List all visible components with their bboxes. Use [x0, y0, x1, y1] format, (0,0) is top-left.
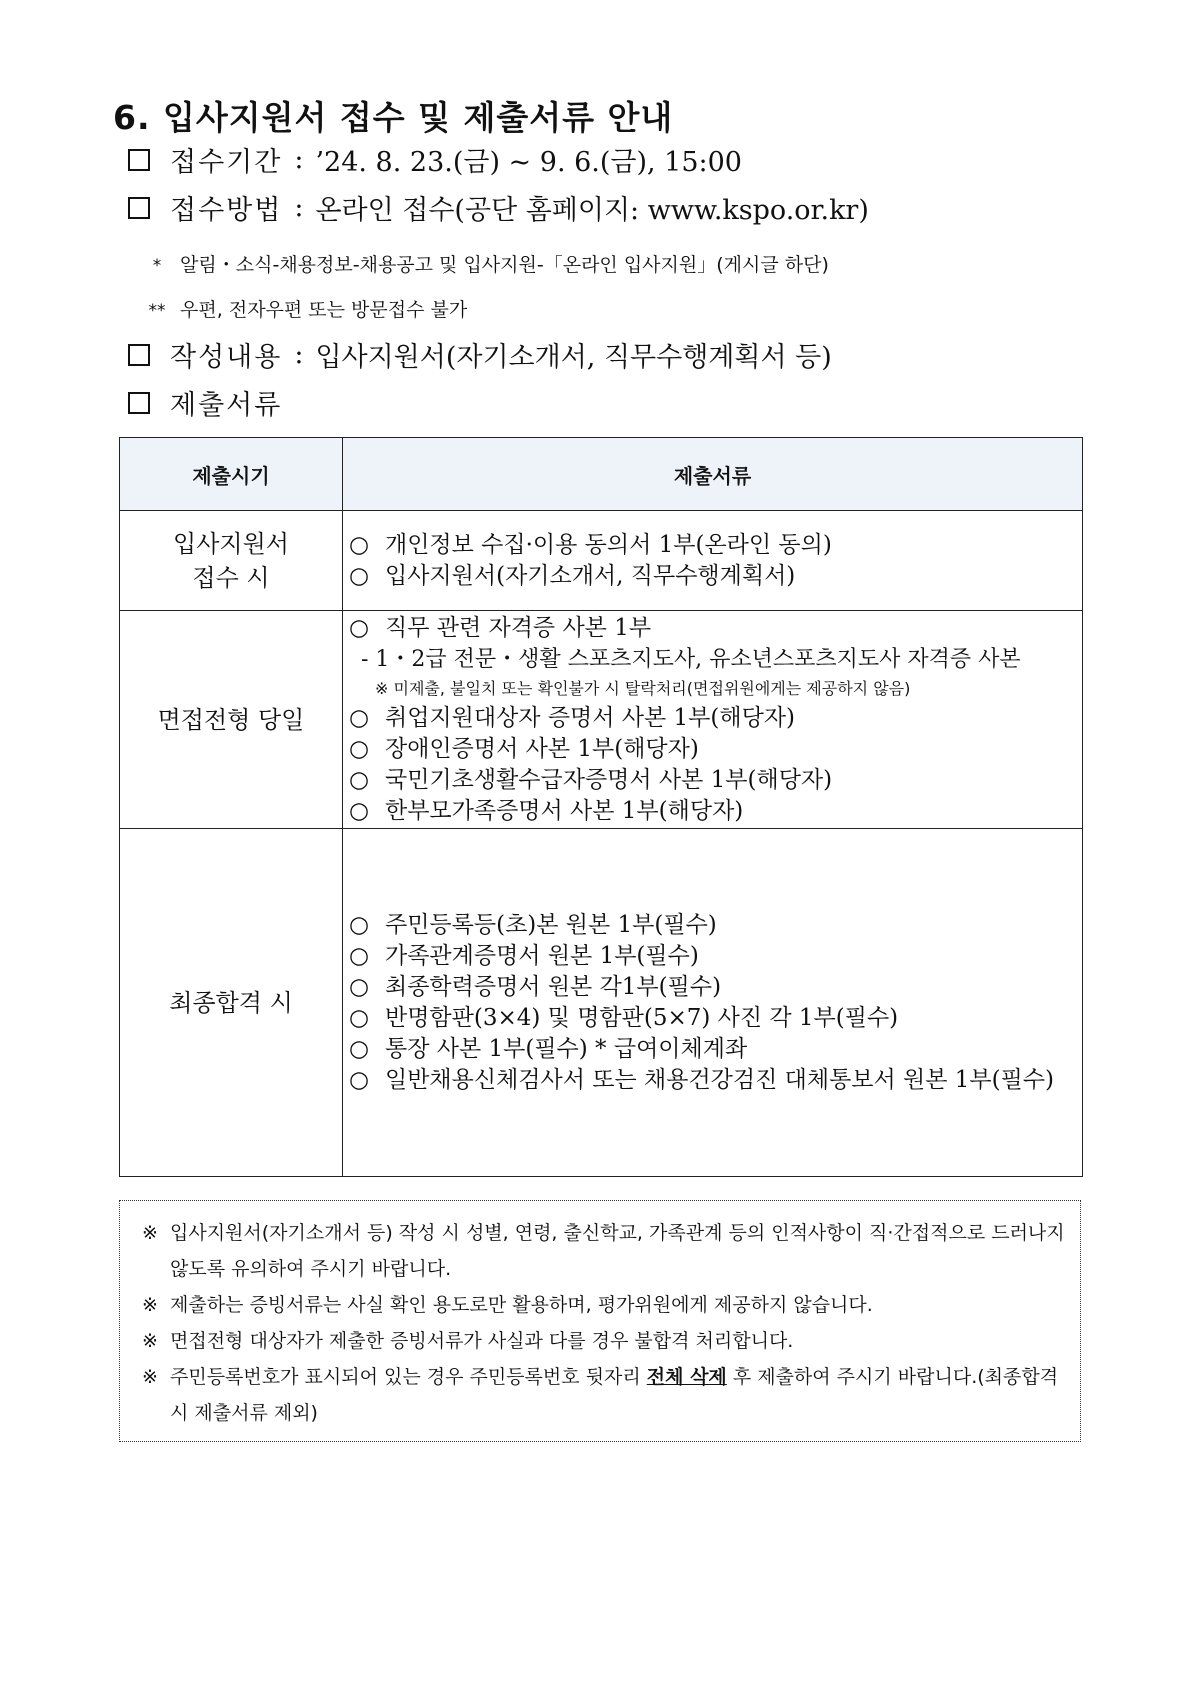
notice-item [130, 1359, 1066, 1431]
circle-bullet-icon: ○ [349, 562, 370, 589]
item-period [128, 140, 742, 179]
circle-bullet-icon: ○ [349, 911, 370, 938]
cell-documents [343, 511, 1083, 611]
note-no-mail [140, 295, 467, 322]
document-item [349, 561, 1076, 592]
item-colon: : [294, 192, 304, 223]
document-text: 국민기초생활수급자증명서 사본 1부(해당자) [385, 766, 833, 793]
notice-emphasis: 전체 삭제 [646, 1366, 727, 1388]
notice-box [119, 1200, 1081, 1442]
document-text: 장애인증명서 사본 1부(해당자) [385, 735, 699, 762]
circle-bullet-icon: ○ [349, 1004, 370, 1031]
item-documents [128, 383, 282, 422]
item-label: 제출서류 [170, 390, 283, 421]
circle-bullet-icon: ○ [349, 973, 370, 1000]
document-text: 입사지원서(자기소개서, 직무수행계획서) [385, 562, 796, 589]
circle-bullet-icon: ○ [349, 797, 370, 824]
document-item [349, 530, 1076, 561]
item-value: ’24. 8. 23.(금) ~ 9. 6.(금), 15:00 [315, 147, 742, 178]
document-item [349, 1065, 1076, 1096]
table-row [120, 829, 1083, 1177]
item-method [128, 188, 869, 227]
notice-mark: ※ [142, 1222, 158, 1244]
checkbox-icon [128, 344, 150, 366]
cell-period [120, 511, 343, 611]
checkbox-icon [128, 197, 150, 219]
notice-item [130, 1215, 1066, 1287]
document-text: 주민등록등(초)본 원본 1부(필수) [385, 911, 717, 938]
section-title: 6. 입사지원서 접수 및 제출서류 안내 [113, 98, 674, 137]
cell-documents [343, 829, 1083, 1177]
document-item [349, 765, 1076, 796]
notice-text: 면접전형 대상자가 제출한 증빙서류가 사실과 다를 경우 불합격 처리합니다. [170, 1330, 794, 1352]
checkbox-icon [128, 392, 150, 414]
notice-text [170, 1359, 1066, 1431]
note-mark: ** [148, 301, 166, 321]
item-value: 입사지원서(자기소개서, 직무수행계획서 등) [315, 342, 832, 373]
item-label: 접수방법 [170, 195, 283, 226]
circle-bullet-icon: ○ [349, 704, 370, 731]
circle-bullet-icon: ○ [349, 1066, 370, 1093]
document-text: 일반채용신체검사서 또는 채용건강검진 대체통보서 원본 1부(필수) [385, 1066, 1055, 1093]
circle-bullet-icon: ○ [349, 735, 370, 762]
document-item [349, 910, 1076, 941]
circle-bullet-icon: ○ [349, 766, 370, 793]
item-label: 작성내용 [170, 342, 283, 373]
period-line: 면접전형 당일 [157, 705, 305, 734]
notice-mark: ※ [142, 1294, 158, 1316]
document-text: 통장 사본 1부(필수) * 급여이체계좌 [385, 1035, 748, 1062]
item-label: 접수기간 [170, 147, 283, 178]
cell-period [120, 829, 343, 1177]
circle-bullet-icon: ○ [349, 531, 370, 558]
checkbox-icon [128, 149, 150, 171]
notice-text-after: 후 제출하여 주시기 바랍니다.(최종합격 시 제출서류 제외) [170, 1366, 1059, 1424]
header-period: 제출시기 [120, 438, 343, 511]
notice-text-before: 주민등록번호가 표시되어 있는 경우 주민등록번호 뒷자리 [170, 1366, 647, 1388]
note-text: 알림・소식-채용정보-채용공고 및 입사지원-「온라인 입사지원」(게시글 하단) [180, 254, 829, 276]
note-mark: * [152, 256, 162, 276]
document-text: 반명함판(3×4) 및 명함판(5×7) 사진 각 1부(필수) [385, 1004, 899, 1031]
notice-text: 입사지원서(자기소개서 등) 작성 시 성별, 연령, 출신학교, 가족관계 등의 인적사항이 직·간접적으로 드러나지 않도록 유의하여 주시기 바랍니다. [170, 1222, 1065, 1280]
documents-table [119, 437, 1083, 1177]
period-line: 접수 시 [192, 563, 270, 592]
table-row [120, 511, 1083, 611]
document-text: 개인정보 수집·이용 동의서 1부(온라인 동의) [385, 531, 832, 558]
item-colon: : [294, 144, 304, 175]
period-line: 최종합격 시 [169, 988, 293, 1017]
note-online-path [140, 250, 829, 277]
table-row [120, 611, 1083, 829]
table-header-row [120, 438, 1083, 511]
circle-bullet-icon: ○ [349, 942, 370, 969]
document-text: 직무 관련 자격증 사본 1부 [385, 614, 652, 641]
document-item [349, 972, 1076, 1003]
document-text: 한부모가족증명서 사본 1부(해당자) [385, 797, 744, 824]
document-text: 가족관계증명서 원본 1부(필수) [385, 942, 699, 969]
document-item [349, 796, 1076, 827]
document-item [349, 703, 1076, 734]
notice-item [130, 1287, 1066, 1323]
document-text: 취업지원대상자 증명서 사본 1부(해당자) [385, 704, 796, 731]
document-item [349, 1003, 1076, 1034]
document-note: ※ 미제출, 불일치 또는 확인불가 시 탈락처리(면접위원에게는 제공하지 않음) [375, 678, 911, 698]
notice-mark: ※ [142, 1330, 158, 1352]
circle-bullet-icon: ○ [349, 1035, 370, 1062]
document-item [349, 941, 1076, 972]
cell-period [120, 611, 343, 829]
notice-item [130, 1323, 1066, 1359]
item-content [128, 335, 832, 374]
header-documents: 제출서류 [343, 438, 1083, 511]
document-sub-item: - 1・2급 전문・생활 스포츠지도사, 유소년스포츠지도사 자격증 사본 [361, 646, 1021, 672]
document-item [349, 613, 1076, 644]
document-item [349, 734, 1076, 765]
circle-bullet-icon: ○ [349, 614, 370, 641]
notice-text: 제출하는 증빙서류는 사실 확인 용도로만 활용하며, 평가위원에게 제공하지 않습니다. [170, 1294, 873, 1316]
document-item [349, 1034, 1076, 1065]
notice-mark: ※ [142, 1366, 158, 1388]
cell-documents [343, 611, 1083, 829]
note-text: 우편, 전자우편 또는 방문접수 불가 [180, 299, 468, 321]
period-line: 입사지원서 [173, 529, 289, 558]
item-value: 온라인 접수(공단 홈페이지: www.kspo.or.kr) [315, 195, 869, 226]
document-text: 최종학력증명서 원본 각1부(필수) [385, 973, 722, 1000]
item-colon: : [294, 339, 304, 370]
